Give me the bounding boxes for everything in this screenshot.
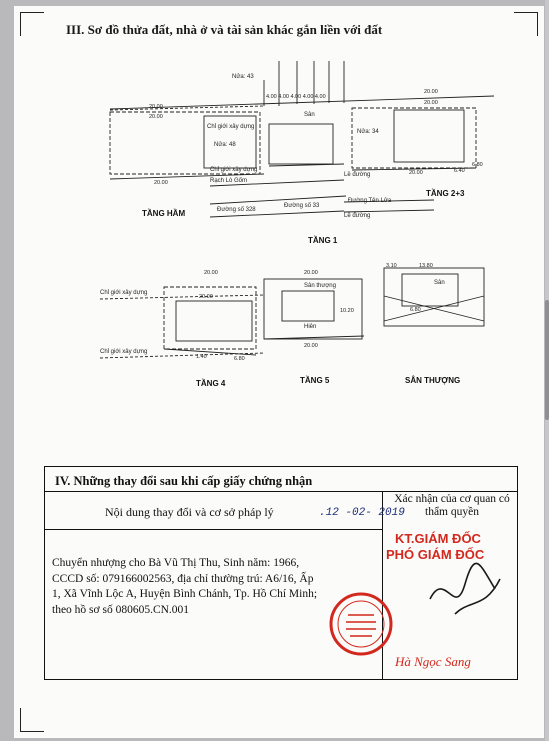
build-line-label: Chỉ giới xây dựng [207, 124, 255, 130]
svg-text:20.00: 20.00 [409, 170, 423, 176]
official-seal-icon [328, 591, 394, 657]
scrollbar[interactable] [545, 0, 549, 741]
svg-text:4.00 4.00 4.00 4.00 4.00: 4.00 4.00 4.00 4.00 4.00 [266, 94, 326, 100]
road-33-label: Đường số 33 [284, 203, 320, 209]
lot-34-label: Nửa: 34 [357, 129, 379, 135]
svg-text:20.00: 20.00 [149, 114, 163, 120]
svg-text:20.00: 20.00 [304, 270, 318, 276]
scrollbar-thumb[interactable] [545, 300, 549, 420]
change-entry [52, 556, 372, 618]
signer-name: Hà Ngọc Sang [395, 654, 471, 669]
entry-line: Chuyển nhượng cho Bà Vũ Thị Thu, Sinh năm: 1966, [52, 557, 300, 569]
site-plan-diagram [14, 6, 544, 406]
svg-text:20.00: 20.00 [204, 270, 218, 276]
road-328-label: Đường số 328 [217, 207, 256, 213]
hien-label: Hiên [304, 324, 317, 330]
road-ten-lua-label: Đường Tên Lửa [348, 198, 392, 204]
le-duong-label-2: Lề đường [344, 213, 371, 219]
svg-text:20.00: 20.00 [424, 100, 438, 106]
floor-basement-label: TẦNG HẦM [142, 209, 186, 218]
rooftop-label: SÂN THƯỢNG [405, 376, 461, 385]
content-column-header: Nội dung thay đổi và cơ sở pháp lý [105, 505, 274, 519]
svg-text:6.80: 6.80 [410, 307, 421, 313]
stamp-title-1: KT.GIÁM ĐỐC [395, 531, 481, 546]
stamp-title-2: PHÓ GIÁM ĐỐC [386, 547, 485, 562]
build-line-label-2: Chỉ giới xây dựng [210, 167, 258, 173]
corner-mark [20, 708, 21, 732]
svg-text:6.80: 6.80 [472, 162, 483, 168]
section4-box [44, 466, 518, 680]
svg-text:13.80: 13.80 [419, 263, 433, 269]
section4-title: IV. Những thay đổi sau khi cấp giấy chứng nhận [55, 474, 313, 488]
entry-line: 1, Xã Vĩnh Lộc A, Huyện Bình Chánh, Tp. Hồ Chí Minh; [52, 588, 318, 600]
san-label-2: Sân [434, 280, 445, 286]
divider [45, 529, 382, 530]
svg-text:20.00: 20.00 [424, 89, 438, 95]
floor-1-label: TẦNG 1 [308, 236, 338, 245]
divider [45, 491, 517, 492]
section3-title: III. Sơ đồ thửa đất, nhà ở và tài sản khác gắn liền với đất [66, 22, 383, 37]
svg-text:3.10: 3.10 [386, 263, 397, 269]
certificate-page [14, 6, 544, 738]
signature-icon [425, 559, 505, 629]
entry-line: CCCD số: 079166002563, địa chỉ thường trú: A6/16, Ấp [52, 572, 314, 585]
san-thuong-label: Sân thượng [304, 283, 336, 289]
rach-lo-gom-label: Rạch Lò Gốm [210, 178, 248, 184]
confirm-column-header: Xác nhận của cơ quan có thẩm quyền [394, 493, 510, 518]
lot-43-label: Nửa: 43 [232, 74, 254, 80]
floor-5-label: TẦNG 5 [300, 376, 330, 385]
floor-23-label: TẦNG 2+3 [426, 189, 465, 198]
svg-text:20.00: 20.00 [304, 343, 318, 349]
build-line-label-4: Chỉ giới xây dựng [100, 349, 148, 355]
svg-text:20.00: 20.00 [199, 294, 213, 300]
svg-text:20.00: 20.00 [149, 104, 163, 110]
corner-mark [20, 731, 44, 732]
le-duong-label: Lề đường [344, 172, 371, 178]
entry-line: theo hồ sơ số 080605.CN.001 [52, 603, 190, 616]
floor-4-label: TẦNG 4 [196, 379, 226, 388]
svg-text:10.20: 10.20 [340, 308, 354, 314]
build-line-label-3: Chỉ giới xây dựng [100, 290, 148, 296]
svg-text:6.80: 6.80 [234, 356, 245, 362]
change-date: .12 -02- 2019 [319, 507, 405, 519]
lot-48-label: Nửa: 48 [214, 142, 236, 148]
svg-text:6.40: 6.40 [454, 168, 465, 174]
svg-text:1.40: 1.40 [196, 354, 207, 360]
svg-text:20.00: 20.00 [154, 180, 168, 186]
san-label: Sân [304, 112, 315, 118]
